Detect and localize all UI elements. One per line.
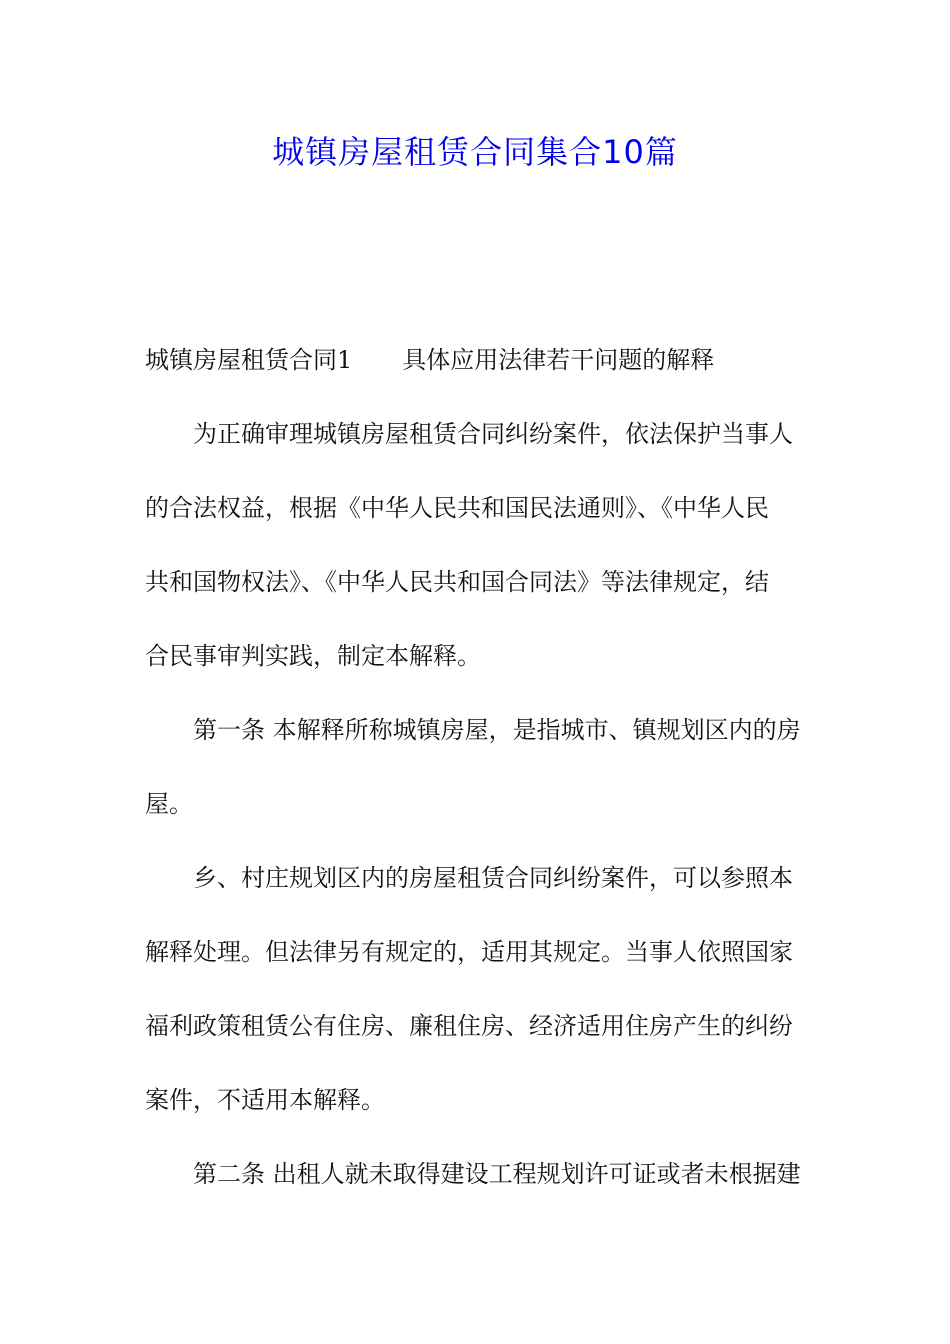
document-title: 城镇房屋租赁合同集合10篇	[272, 133, 678, 171]
paragraph-line: 解释处理。但法律另有规定的，适用其规定。当事人依照国家	[145, 938, 793, 966]
section-heading-right: 具体应用法律若干问题的解释	[402, 346, 715, 374]
paragraph-line: 的合法权益，根据《中华人民共和国民法通则》、《中华人民	[145, 494, 769, 522]
paragraph-line: 第一条 本解释所称城镇房屋，是指城市、镇规划区内的房	[193, 716, 801, 744]
section-heading	[145, 332, 807, 406]
paragraph-line: 第二条 出租人就未取得建设工程规划许可证或者未根据建	[193, 1160, 801, 1188]
paragraph-line: 合民事审判实践，制定本解释。	[145, 642, 481, 670]
paragraph-line: 乡、村庄规划区内的房屋租赁合同纠纷案件，可以参照本	[193, 864, 793, 892]
paragraph-line: 福利政策租赁公有住房、廉租住房、经济适用住房产生的纠纷	[145, 1012, 793, 1040]
paragraph-line: 共和国物权法》、《中华人民共和国合同法》等法律规定，结	[145, 568, 769, 596]
document-body	[145, 332, 807, 1220]
paragraph-line: 屋。	[145, 790, 193, 818]
paragraph-line: 案件，不适用本解释。	[145, 1086, 385, 1114]
section-heading-left: 城镇房屋租赁合同1	[145, 346, 353, 374]
paragraph-line: 为正确审理城镇房屋租赁合同纠纷案件，依法保护当事人	[193, 420, 793, 448]
